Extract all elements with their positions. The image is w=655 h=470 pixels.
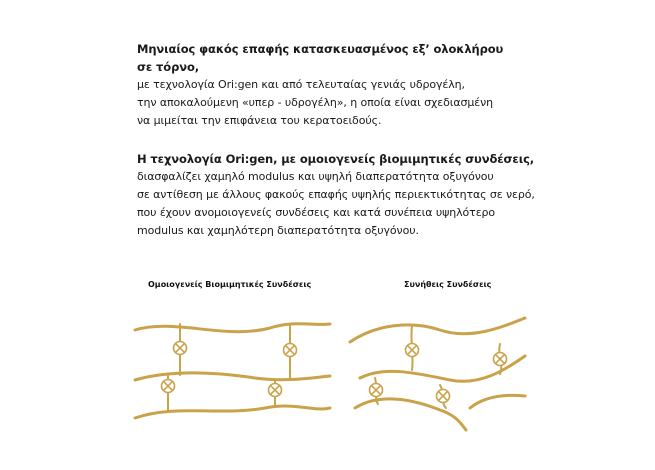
- homogeneous-network-diagram: [135, 324, 330, 418]
- bond-icon: [162, 380, 175, 393]
- bond-icon: [406, 344, 419, 357]
- bonds-diagram: [0, 300, 655, 470]
- bond-icon: [284, 344, 297, 357]
- intro-line-4: την αποκαλούμενη «υπερ - υδρογέλη», η οποία είναι σχεδιασμένη: [137, 96, 494, 109]
- technology-line-5: modulus και χαμηλότερη διαπερατότητα οξυγόνου.: [137, 224, 419, 237]
- intro-line-2: σε τόρνο,: [137, 60, 200, 74]
- technology-line-1: Η τεχνολογία Ori:gen, με ομοιογενείς βιομιμητικές συνδέσεις,: [137, 152, 535, 166]
- technology-line-3: σε αντίθεση με άλλους φακούς επαφής υψηλής περιεκτικότητας σε νερό,: [137, 188, 535, 201]
- bond-icon: [437, 390, 450, 403]
- conventional-network-diagram: [350, 318, 525, 430]
- technology-line-2: διασφαλίζει χαμηλό modulus και υψηλή διαπερατότητα οξυγόνου: [137, 170, 494, 183]
- bond-icon: [174, 342, 187, 355]
- bond-icon: [370, 384, 383, 397]
- intro-paragraph: [137, 40, 503, 130]
- intro-line-3: με τεχνολογία Ori:gen και από τελευταίας γενιάς υδρογέλη,: [137, 78, 465, 91]
- conventional-bonds-label: Συνήθεις Συνδέσεις: [404, 280, 492, 289]
- technology-line-4: που έχουν ανομοιογενείς συνδέσεις και κατά συνέπεια υψηλότερο: [137, 206, 496, 219]
- bond-icon: [494, 353, 507, 366]
- technology-paragraph: [137, 150, 535, 240]
- homogeneous-bonds-label: Ομοιογενείς Βιομιμητικές Συνδέσεις: [148, 280, 312, 289]
- intro-line-1: Μηνιαίος φακός επαφής κατασκευασμένος εξ’ ολοκλήρου: [137, 42, 504, 56]
- intro-line-5: να μιμείται την επιφάνεια του κερατοειδούς.: [137, 114, 382, 127]
- bond-icon: [269, 384, 282, 397]
